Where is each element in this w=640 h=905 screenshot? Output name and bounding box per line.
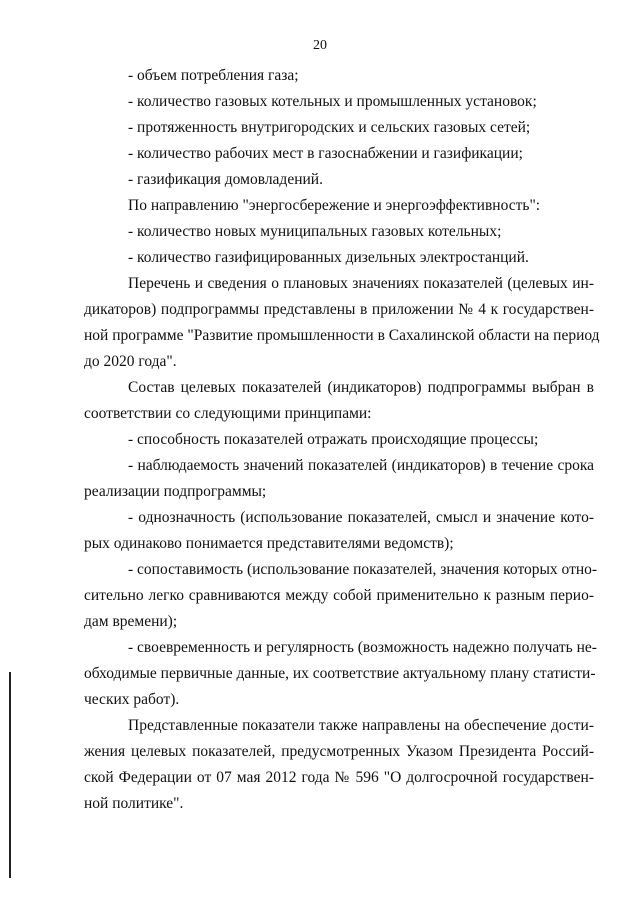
text-line: - количество газифицированных дизельных электростанций.: [128, 249, 529, 266]
text-line: - своевременность и регулярность (возможность надежно получать не-: [128, 639, 597, 656]
text-line: сительно легко сравниваются между собой применительно к разным перио-: [84, 587, 594, 604]
scan-margin-line: [9, 672, 11, 878]
text-line: - количество газовых котельных и промышленных установок;: [128, 93, 537, 110]
text-line: - количество новых муниципальных газовых котельных;: [128, 223, 502, 240]
text-line: - протяженность внутригородских и сельских газовых сетей;: [128, 119, 531, 136]
page-number: 20: [313, 38, 327, 53]
text-line: По направлению "энергосбережение и энергоэффективность":: [128, 197, 541, 214]
text-line: - способность показателей отражать происходящие процессы;: [128, 431, 539, 448]
text-line: рых одинаково понимается представителями ведомств);: [84, 535, 454, 552]
text-line: реализации подпрограммы;: [84, 483, 267, 500]
text-line: Представленные показатели также направлены на обеспечение дости-: [128, 717, 594, 734]
text-line: - наблюдаемость значений показателей (индикаторов) в течение срока: [128, 457, 594, 474]
text-line: - объем потребления газа;: [128, 67, 299, 84]
text-line: - газификация домовладений.: [128, 171, 323, 188]
text-line: - количество рабочих мест в газоснабжении и газификации;: [128, 145, 523, 162]
text-line: дам времени);: [84, 613, 178, 630]
text-line: ческих работ).: [84, 691, 180, 708]
text-line: Перечень и сведения о плановых значениях показателей (целевых ин-: [128, 275, 594, 292]
text-line: ной политике".: [84, 795, 184, 812]
text-line: - однозначность (использование показателей, смысл и значение кото-: [128, 509, 594, 526]
text-line: Состав целевых показателей (индикаторов) подпрограммы выбран в: [128, 379, 594, 396]
text-line: дикаторов) подпрограммы представлены в приложении № 4 к государствен-: [84, 301, 594, 318]
text-line: - сопоставимость (использование показателей, значения которых отно-: [128, 561, 598, 578]
text-line: обходимые первичные данные, их соответствие актуальному плану статисти-: [84, 665, 596, 682]
text-line: до 2020 года".: [84, 353, 177, 370]
text-line: ной программе "Развитие промышленности в Сахалинской области на период: [84, 327, 600, 344]
text-line: ской Федерации от 07 мая 2012 года № 596 "О долгосрочной государствен-: [84, 769, 594, 786]
text-line: жения целевых показателей, предусмотренных Указом Президента Россий-: [84, 743, 594, 760]
text-line: соответствии со следующими принципами:: [84, 405, 372, 422]
